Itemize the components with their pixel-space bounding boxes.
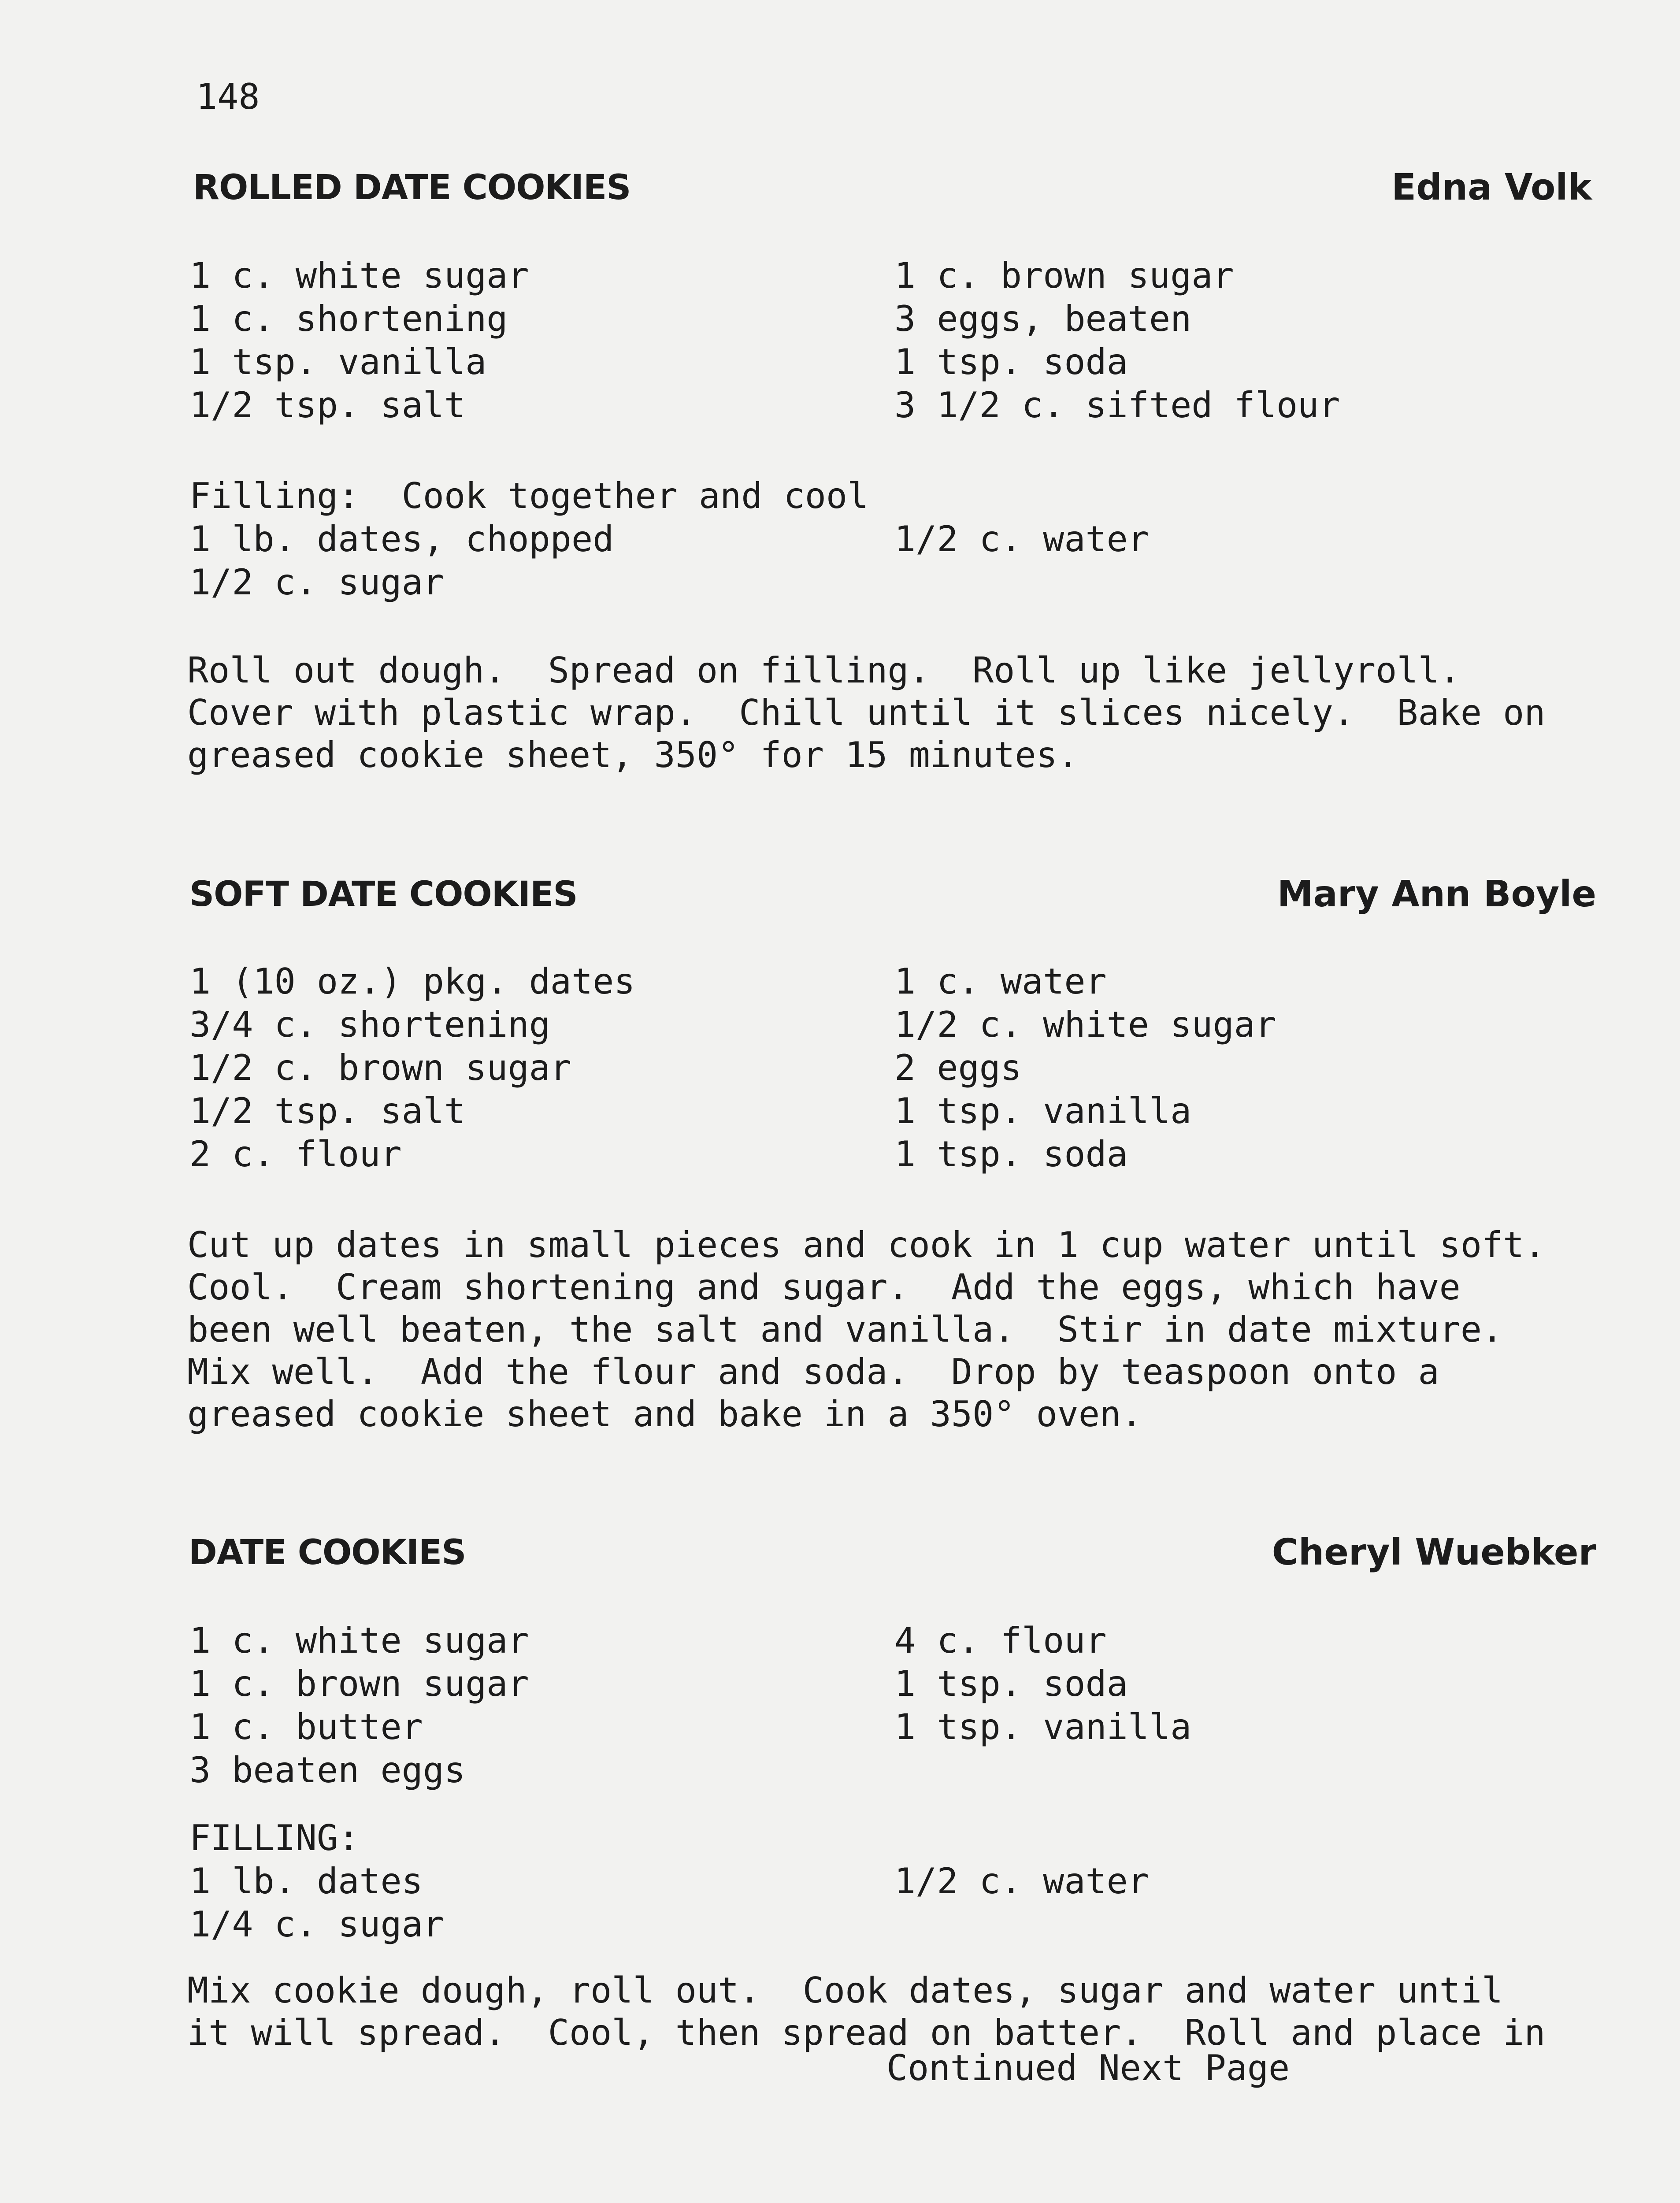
ingredient-right: 1 tsp. soda <box>894 1134 1128 1175</box>
ingredient-right: 1 c. water <box>894 961 1107 1002</box>
directions-line: been well beaten, the salt and vanilla. Stir in date mixture. <box>187 1309 1503 1350</box>
ingredient-left: 3 beaten eggs <box>189 1750 466 1791</box>
directions-line: Mix well. Add the flour and soda. Drop by teaspoon onto a <box>187 1351 1439 1392</box>
ingredient-left: 1 c. shortening <box>189 298 508 339</box>
filling-left: 1 lb. dates <box>189 1861 423 1902</box>
filling-heading: Filling: Cook together and cool <box>189 475 869 516</box>
page-number: 148 <box>196 76 260 117</box>
filling-right: 1/2 c. water <box>894 1861 1149 1902</box>
ingredient-right: 1 tsp. soda <box>894 341 1128 382</box>
ingredient-right: 3 1/2 c. sifted flour <box>894 385 1340 426</box>
ingredient-right: 1 tsp. vanilla <box>894 1090 1192 1131</box>
filling-heading: FILLING: <box>189 1817 360 1858</box>
ingredient-left: 1 tsp. vanilla <box>189 341 487 382</box>
recipe-title: DATE COOKIES <box>189 1533 466 1573</box>
ingredient-left: 1 c. butter <box>189 1706 423 1747</box>
recipe-title: ROLLED DATE COOKIES <box>193 168 631 208</box>
ingredient-left: 1 c. brown sugar <box>189 1663 529 1704</box>
recipe-author: Mary Ann Boyle <box>1277 873 1596 915</box>
ingredient-right: 2 eggs <box>894 1047 1022 1088</box>
recipe-title: SOFT DATE COOKIES <box>189 875 578 914</box>
directions-line: Roll out dough. Spread on filling. Roll up like jellyroll. <box>187 650 1461 691</box>
ingredient-left: 1/2 c. brown sugar <box>189 1047 571 1088</box>
filling-right: 1/2 c. water <box>894 519 1149 560</box>
recipe-author: Edna Volk <box>1391 167 1592 208</box>
ingredient-left: 3/4 c. shortening <box>189 1004 550 1045</box>
continued-note: Continued Next Page <box>886 2047 1290 2088</box>
ingredient-left: 1/2 tsp. salt <box>189 1090 466 1131</box>
directions-line: greased cookie sheet and bake in a 350° oven. <box>187 1394 1142 1435</box>
filling-left: 1/2 c. sugar <box>189 562 444 603</box>
directions-line: Cool. Cream shortening and sugar. Add the eggs, which have <box>187 1267 1461 1308</box>
recipe-directions <box>187 1969 1641 2054</box>
directions-line: it will spread. Cool, then spread on batter. Roll and place in <box>187 2012 1546 2053</box>
ingredient-right: 1 tsp. vanilla <box>894 1706 1192 1747</box>
ingredient-left: 1 c. white sugar <box>189 1620 529 1661</box>
directions-line: Cut up dates in small pieces and cook in 1 cup water until soft. <box>187 1224 1546 1265</box>
ingredient-left: 1/2 tsp. salt <box>189 385 466 426</box>
ingredient-right: 4 c. flour <box>894 1620 1107 1661</box>
ingredient-left: 1 c. white sugar <box>189 255 529 296</box>
ingredient-left: 1 (10 oz.) pkg. dates <box>189 961 635 1002</box>
recipe-directions <box>187 1224 1641 1435</box>
recipe-directions <box>187 649 1641 776</box>
directions-line: greased cookie sheet, 350° for 15 minutes. <box>187 734 1079 775</box>
filling-left: 1 lb. dates, chopped <box>189 519 614 560</box>
directions-line: Mix cookie dough, roll out. Cook dates, sugar and water until <box>187 1970 1503 2011</box>
ingredient-right: 1/2 c. white sugar <box>894 1004 1276 1045</box>
recipe-author: Cheryl Wuebker <box>1272 1532 1596 1573</box>
ingredient-right: 1 c. brown sugar <box>894 255 1234 296</box>
ingredient-right: 3 eggs, beaten <box>894 298 1192 339</box>
directions-line: Cover with plastic wrap. Chill until it slices nicely. Bake on <box>187 692 1546 733</box>
ingredient-right: 1 tsp. soda <box>894 1663 1128 1704</box>
ingredient-left: 2 c. flour <box>189 1134 402 1175</box>
filling-left: 1/4 c. sugar <box>189 1904 444 1945</box>
